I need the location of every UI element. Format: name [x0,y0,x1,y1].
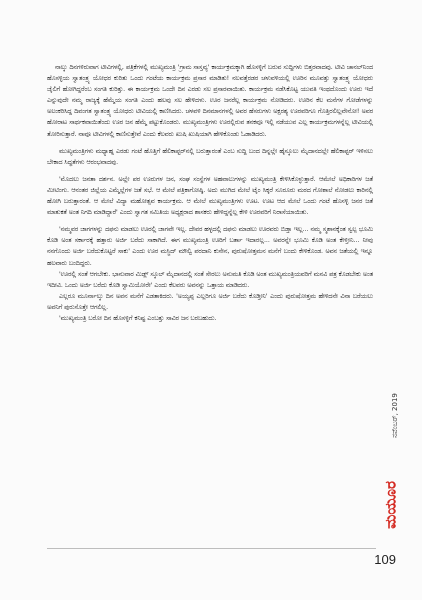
issue-date-text: ನವೆಂಬರ್, 2019 [390,392,399,438]
paragraph-5: 'ಊರಲ್ಲಿ ಸಂತೆ ಆಗಬೇಕು. ಭಾನುವಾರ ಮಿಡ್ಲ್ ಸ್ಕೂಲ್ ಮೈದಾನದಲ್ಲಿ ಸಂತೆ ಸೇರಲು ಅನುಮತಿ ಕೊಡಿ ಅಂತ ಮುಖ್ಯಮಂತ್ರಿಯವರಿಗೆ ಮನವಿ ಪತ್ರ ಕೊಡಬೇಕು ಅಂತ ಇದೀವಿ. ಒಂದು ಅರ್ಜಿ ಬರೆದು ಕೊಡಿ ಸ್ವಾಮಿಯೋರೇ' ಎಂದು ಕೆಲವರು ಅವನನ್ನು ಒತ್ತಾಯ ಮಾಡಿದರು. [47,270,373,289]
paragraph-1: ನಾಲ್ಕು ದಿನಗಳಿರುವಾಗ ಟೀವಿಗಳಲ್ಲಿ, ಪತ್ರಿಕೆಗಳಲ್ಲಿ ಮುಖ್ಯಮಂತ್ರಿ 'ಗ್ರಾಮ ಸಾಸ್ತವ್ಯ' ಕಾರ್ಯಕ್ರಮಕ್ಕಾಗಿ ಹೊಸಳ್ಳಿಗೆ ಬರುವ ಸುದ್ದಿಗಳು ಬಿತ್ತರವಾದವು. ಟೀವಿ ಚಾನಲ್‌ನಿಂದ ಹೊಸಳ್ಳಿಯ ಸ್ವಾತಂತ್ರ್ಯ ಯೋಧರ ಕುರಿತು ಒಂದು ಗಂಟೆಯ ಕಾರ್ಯಕ್ರಮ ಪ್ರಸಾರ ಮಾಡಿತು! ನಲವತ್ತೆರಡರ ಚಳುವಳಿಯಲ್ಲಿ ಊರಿನ ಮೂವತ್ತು ಸ್ವಾತಂತ್ರ್ಯ ಯೋಧರು ಜೈಲಿಗೆ ಹೋಗಿದ್ದರೆಂಬ ಸಂಗತಿ ಕುರಿತ್ತು. ಈ ಕಾರ್ಯಕ್ರಮ ಒಂದೇ ದಿನ ಎರಡು ಸಲ ಪ್ರಸಾರವಾಯಿತು. ಕಾರ್ಯಕ್ರಮ ನಡೆಸಿಕೊಟ್ಟ ಯುವತಿ ಇಂಥದೊಂದು ಊರು ಇದೆ ಎನ್ನುವುದೇ ನಮ್ಮ ರಾಜ್ಯಕ್ಕೆ ಹೆಮ್ಮೆಯ ಸಂಗತಿ ಎಂದು ಹಲವು ಸಲ ಹೇಳಿದಳು. ಊರ ಜನರೆಲ್ಲ ಕಾರ್ಯಕ್ರಮ ನೋಡಿದರು. ಊರಿನ ಕೆಲ ಮನೆಗಳ ಗೋಡೆಗಳನ್ನು ಅಲಂಕರಿಸಿದ್ದ ದಿವಂಗತ ಸ್ವಾತಂತ್ರ್ಯ ಯೋಧರು ಟೀವಿಯಲ್ಲಿ ಕಾಣಿಸಿದರು. ಚಳವಳಿ ದಿನಮಾನಗಳಲ್ಲಿ ಅವರ ಹೆಸರುಗಳು ಅಕ್ಷರಶ್ಯ ಊರವರಿಗೂ ಗೊತ್ತಿರಲಿಲ್ಲವೇನೋ! ಅವರ ಹೋರಾಟ ಸಾರ್ಥಕವಾಯಿತೆಂದು ಊರ ಜನ ಹೆಮ್ಮೆ ಪಟ್ಟುಕೊಂಡರು. ಮುಖ್ಯಮಂತ್ರಿಗಳು ಊರಲ್ಲಿರುವ ತನಕವೂ ಇಲ್ಲಿ ನಡೆಯುವ ಎಲ್ಲ ಕಾರ್ಯಕ್ರಮಗಳನ್ನೆಲ್ಲ ಟೀವಿಯಲ್ಲಿ ತೋರಿಸುತ್ತಾರೆ. ನಾವೂ ಟೀವಿಗಳಲ್ಲಿ ಕಾಣಿಸುತ್ತೇವೆ ಎಂದು ಕೆಲವರು ಖುಷಿ ಖುಷಿಯಾಗಿ ಹೇಳಿಕೊಂಡು ಓಡಾಡಿದರು. [47,64,373,138]
article-body [47,62,373,324]
magazine-logo-icon [380,472,402,538]
issue-date [388,365,402,465]
page-number: 109 [374,552,396,567]
paragraph-4: 'ನಮ್ಮವರ ಜಾಗಗಳನ್ನು ದಫನು ಮಾಡಲು ಊರಲ್ಲಿ ಜಾಗವೇ ಇಲ್ಲ. ದೇವರ ಹಳ್ಳದಲ್ಲಿ ದಫನು ಮಾಡಲು ಊರವರು ಬಿಡ್ತಾ ಇಲ್ಲ... ನಮ್ಮ ಸ್ಮಶಾನಕ್ಕೆಂತ ಸ್ವಲ್ಪ ಭೂಮಿ ಕೊಡಿ ಅಂತ ಸರ್ಕಾರಕ್ಕೆ ಹತ್ತಾರು ಅರ್ಜಿ ಬರೆದು ಸಾಕಾಗಿದೆ. ಈಗ ಮುಖ್ಯಮಂತ್ರಿ ಊರಿಗೆ ಬರ್ತಾ ಇದಾರಲ್ಲ... ಅವರನ್ನೇ ಭೂಮಿ ಕೊಡಿ ಅಂತ ಕೇಳ್ತೀನಿ... ನೀವು ನನಗೊಂದು ಅರ್ಜಿ ಬರೆದುಕೊಟ್ಟರೆ ಸಾಕು' ಎಂದು ಊರ ಮಸ್ಜಿದ್ ಮೌಲ್ವಿ ಪರದಾನಿ ಕುಸೇನ, ಪುರುಷೋತ್ತಮನ ಮನೆಗೆ ಬಂದು ಕೇಳಿಕೊಂಡ. ಅವನ ಜತೆಯಲ್ಲಿ ಇನ್ನೂ ಹಲವಾರು ಬಂದಿದ್ದರು. [47,226,373,267]
magazine-logo-text: ಮಯೂರ [381,481,400,529]
paragraph-3: 'ಮೊದಲು ಜನತಾ ದರ್ಶನ. ಅಲ್ಲೇ ಪರ ಊರುಗಳ ಜನ, ಸಂಘ ಸಂಸ್ಥೆಗಳ ಅಹವಾಲುಗಳನ್ನು ಮುಖ್ಯಮಂತ್ರಿ ಕೇಳಿಸಿಕೊಳ್ಳುತ್ತಾರೆ. ಆಮೇಲೆ ಅಧಿಕಾರಿಗಳ ಜತೆ ಮೀಟಿಂಗು. ಆನಂತರ ಜಿಲ್ಲೆಯ ಎಮ್ಮೆಲ್ಲೆಗಳ ಜತೆ ಸಭೆ. ಆ ಮೇಲೆ ಪತ್ರಿಕಾಗೋಷ್ಠಿ. ಅದು ಮುಗಿದ ಮೇಲೆ ಟೈಂ ಸಿಕ್ಕರೆ ಸೂರೂರು ಮಠದ ಗೋಶಾಲೆ ನೋಡಲು ಕಾರಿನಲ್ಲಿ ಹೋಗಿ ಬರುತ್ತಾರಂತೆ. ಆ ಮೇಲೆ ವಿದ್ಯಾ ಮಹೋತ್ಸವ ಕಾರ್ಯಕ್ರಮ. ಆ ಮೇಲೆ ಮುಖ್ಯಮಂತ್ರಿಗಳು ಊಟ. ಊಟ ಆದ ಮೇಲೆ ಒಂದು ಗಂಟೆ ಹೊಸಳ್ಳಿ ಜನರ ಜತೆ ಮಾತುಕತೆ ಅಂತ ನಿಗದಿ ಮಾಡಿದ್ದಾರೆ' ಎಂದು ಸ್ವಾಗತ ಸಮಿತಿಯ ಅಧ್ಯಕ್ಷರಾದ ಶಾಸಕರು ಹೇಳಿದ್ದನ್ನೆಲ್ಲ ಕೇಳಿ ಊರವರಿಗೆ ನಿರಾಸೆಯಾಯಿತು. [47,175,373,217]
paragraph-7: 'ಮುಖ್ಯಮಂತ್ರಿ ಬರೋ ದಿನ ಹೊಸಳ್ಳಿಗೆ ಕನಿಷ್ಟ ಎಂಬತ್ತು ಸಾವಿರ ಜನ ಬರಬಹುದು. [59,314,217,322]
footer-rule [47,548,376,549]
paragraph-2: ಮುಖ್ಯಮಂತ್ರಿಗಳು ಮಧ್ಯಾಹ್ನ ಎರಡು ಗಂಟೆ ಹೊತ್ತಿಗೆ ಹೆಲಿಕಾಪ್ಟರ್‌ನಲ್ಲಿ ಬರುತ್ತಾರಂತೆ ಎಂಬ ಸುದ್ದಿ ಬಂದ ದಿನ್ನಲ್ಲೇ ಹೈಸ್ಕೂಲು ಮೈದಾನದಲ್ಲೇ ಹೆಲಿಕಾಪ್ಟರ್ ಇಳಿಸಲು ಬೇಕಾದ ಸಿದ್ಧತೆಗಳು ಆರಂಭವಾದವು. [47,147,373,166]
paragraph-6: ಎಲ್ಲರೂ ಮೂರ್ನಾಲ್ಕು ದಿನ ಅವನ ಮನೆಗೆ ಎಡತಾಕಿದರು. 'ಅಯ್ಯಪ್ಪ ಎಲ್ಲರಿಗೂ ಅರ್ಜಿ ಬರೆದು ಕೊಡ್ತೀನಿ' ಎಂದು ಪುರುಷೋತ್ತಮ ಹೇಳಿದನೇ ವಿನಾ ಬರೆಯಲು ಅವನಿಗೆ ಪುರುಸೊತ್ತೇ ಆಗಲಿಲ್ಲ. [47,292,373,311]
magazine-logo [378,470,404,540]
